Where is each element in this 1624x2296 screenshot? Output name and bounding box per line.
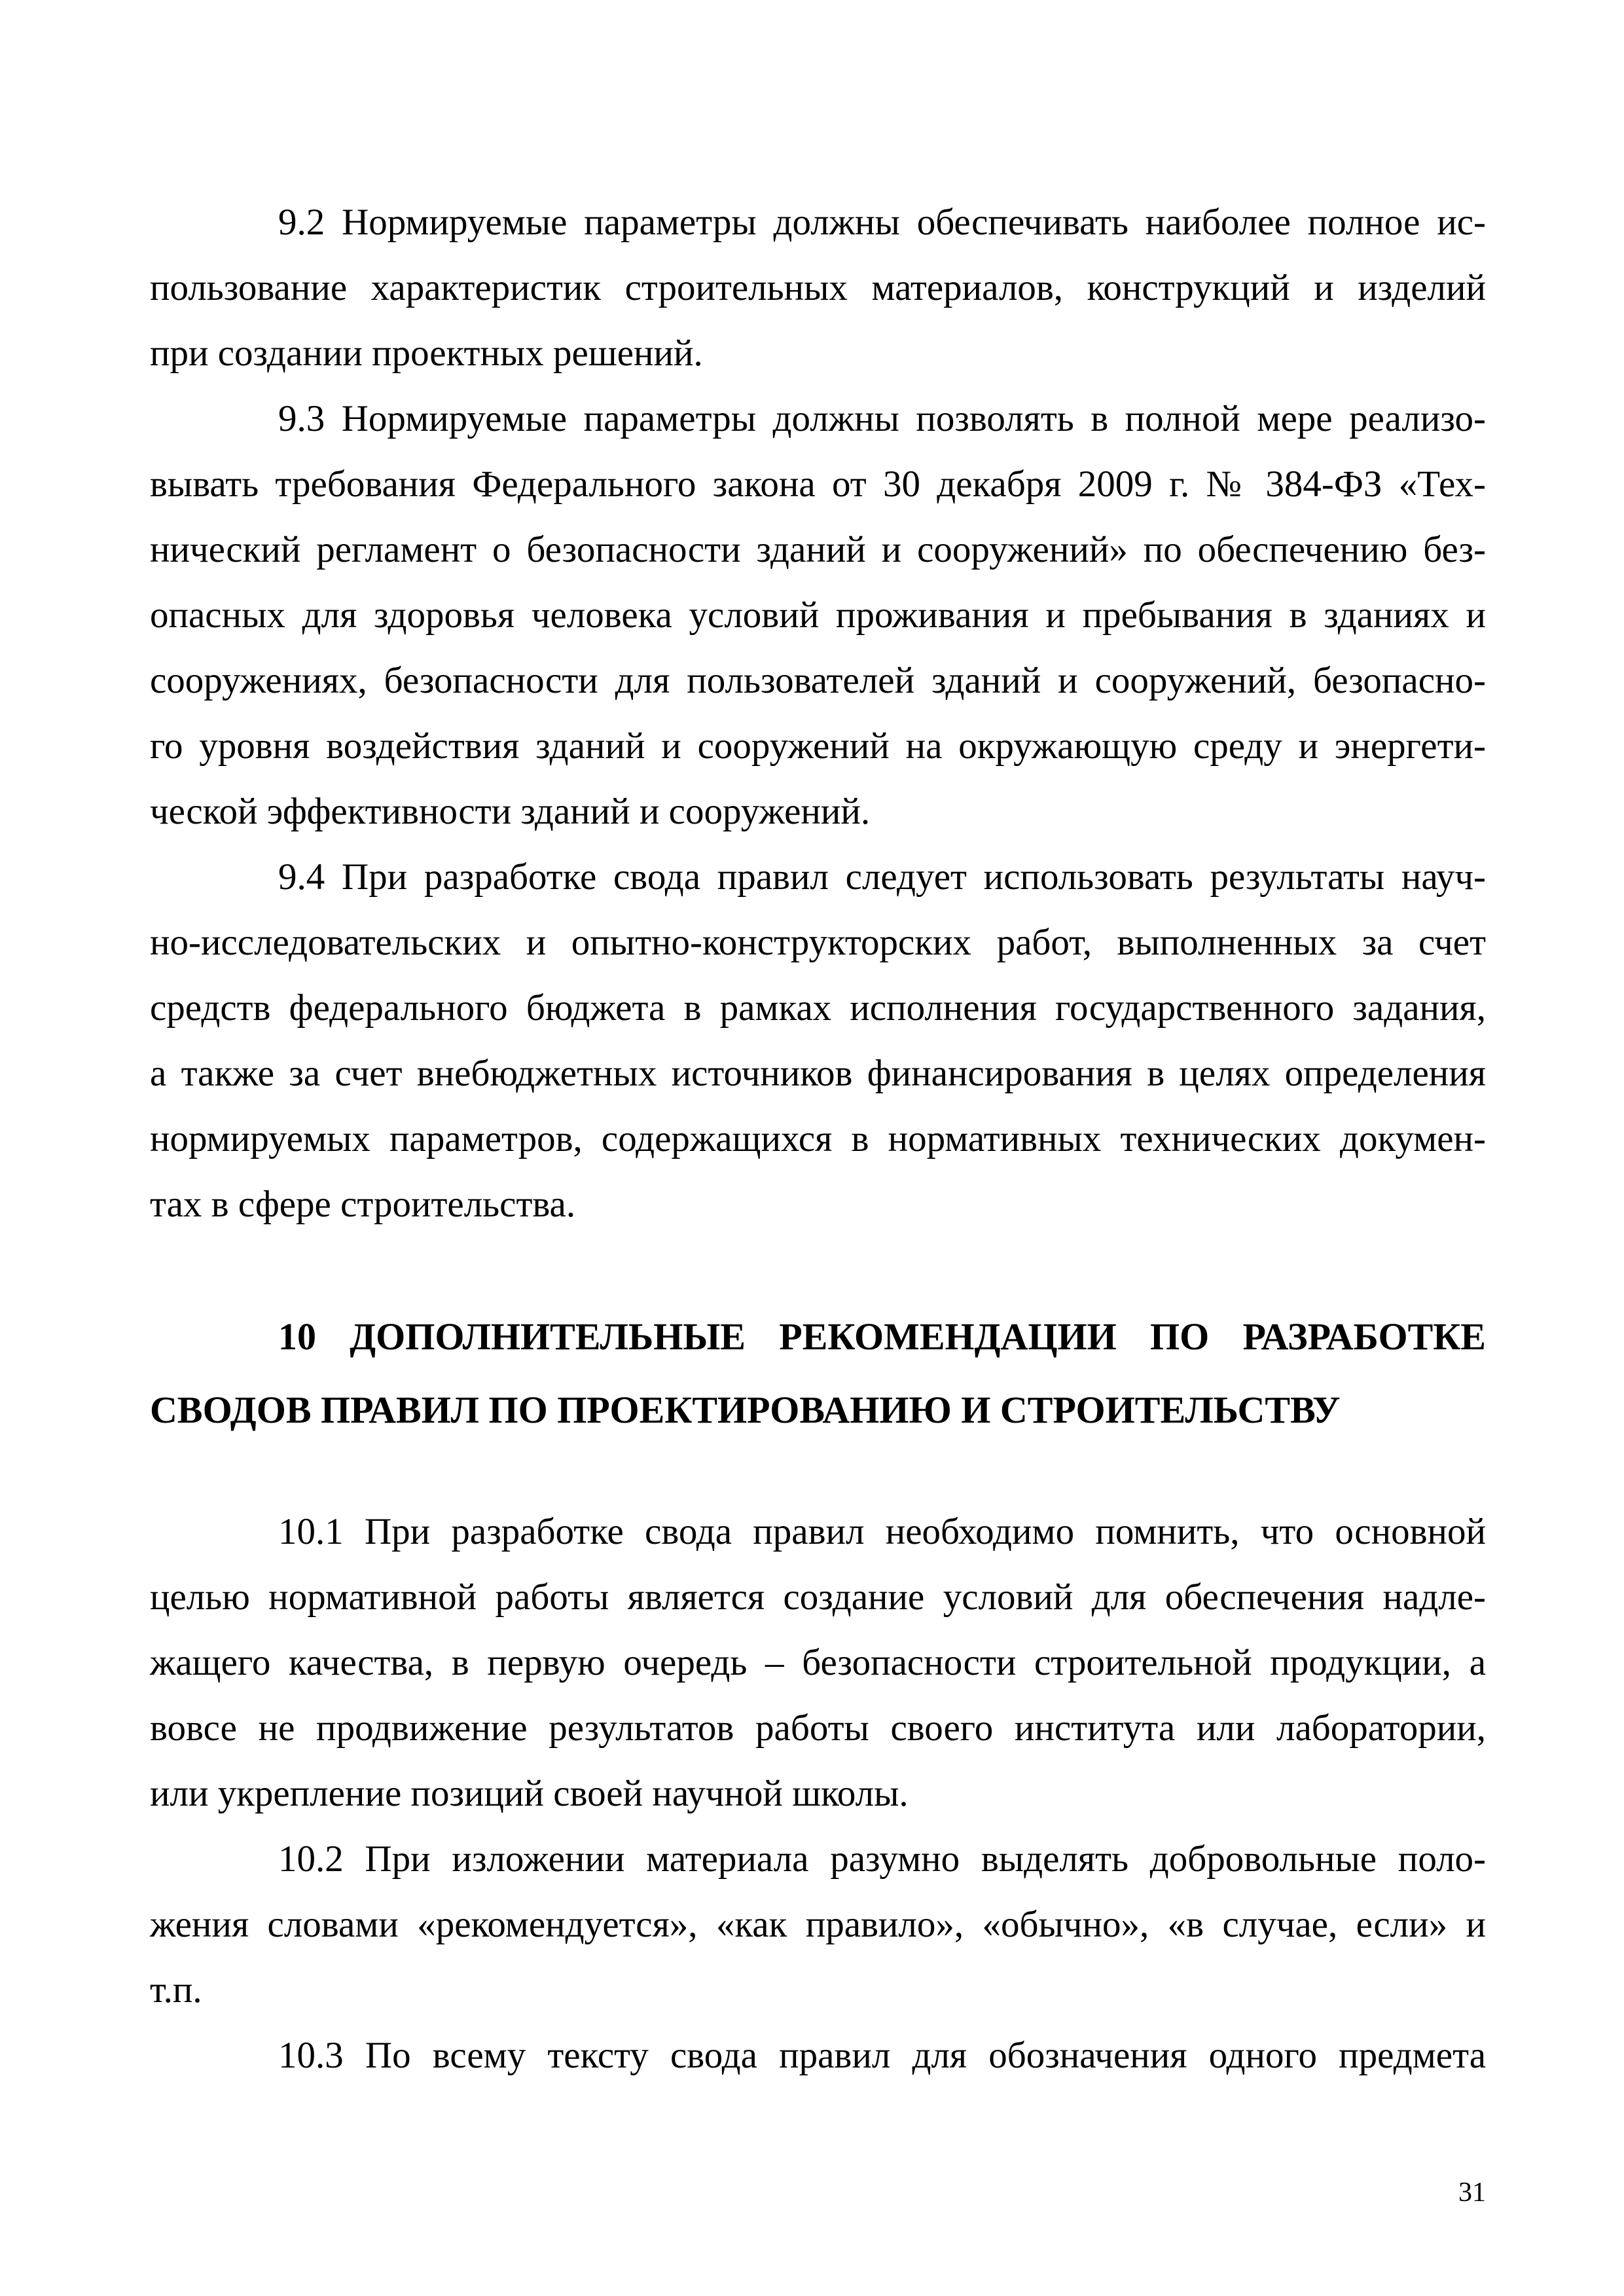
text-line: целью нормативной работы является создание условий для обеспечения надле-	[150, 1576, 1486, 1618]
heading-line: СВОДОВ ПРАВИЛ ПО ПРОЕКТИРОВАНИЮ И СТРОИТЕЛЬСТВУ	[150, 1389, 1341, 1431]
page-number: 31	[1458, 2178, 1486, 2208]
paragraph-10-2	[150, 1827, 1486, 2023]
text-line: или укрепление позиций своей научной школы.	[150, 1773, 909, 1814]
heading-line: 10 ДОПОЛНИТЕЛЬНЫЕ РЕКОМЕНДАЦИИ ПО РАЗРАБОТКЕ	[278, 1315, 1486, 1358]
text-line: вывать требования Федерального закона от 30 декабря 2009 г. № 384-ФЗ «Тех-	[150, 464, 1486, 505]
text-line: т.п.	[150, 1969, 202, 2011]
text-line: го уровня воздействия зданий и сооружений на окружающую среду и энергети-	[150, 725, 1486, 767]
text-line: жения словами «рекомендуется», «как правило», «обычно», «в случае, если» и	[150, 1904, 1486, 1945]
text-line: вовсе не продвижение результатов работы своего института или лаборатории,	[150, 1707, 1486, 1749]
text-line: сооружениях, безопасности для пользователей зданий и сооружений, безопасно-	[150, 660, 1486, 701]
text-line: 9.3 Нормируемые параметры должны позволять в полной мере реализо-	[278, 398, 1486, 439]
text-line: пользование характеристик строительных материалов, конструкций и изделий	[150, 267, 1486, 308]
text-line: нический регламент о безопасности зданий и сооружений» по обеспечению без-	[150, 529, 1486, 570]
paragraph-9-3	[150, 386, 1486, 845]
text-line: а также за счет внебюджетных источников финансирования в целях определения	[150, 1053, 1486, 1094]
text-line: 10.2 При изложении материала разумно выделять добровольные поло-	[278, 1838, 1486, 1880]
text-line: 10.3 По всему тексту свода правил для обозначения одного предмета	[278, 2035, 1486, 2076]
paragraph-9-4	[150, 845, 1486, 1237]
text-line: опасных для здоровья человека условий проживания и пребывания в зданиях и	[150, 594, 1486, 636]
text-line: ческой эффективности зданий и сооружений.	[150, 791, 871, 832]
text-line: при создании проектных решений.	[150, 333, 703, 374]
text-line: 10.1 При разработке свода правил необходимо помнить, что основной	[278, 1511, 1486, 1552]
text-line: но-исследовательских и опытно-конструкторских работ, выполненных за счет	[150, 922, 1486, 963]
paragraph-10-1	[150, 1499, 1486, 1827]
text-line: 9.4 При разработке свода правил следует использовать результаты науч-	[278, 856, 1486, 898]
text-line: нормируемых параметров, содержащихся в нормативных технических докумен-	[150, 1118, 1486, 1159]
text-line: тах в сфере строительства.	[150, 1184, 576, 1225]
text-line: 9.2 Нормируемые параметры должны обеспечивать наиболее полное ис-	[278, 202, 1486, 243]
text-line: жащего качества, в первую очередь – безопасности строительной продукции, а	[150, 1642, 1486, 1683]
paragraph-10-3	[150, 2023, 1486, 2088]
text-line: средств федерального бюджета в рамках исполнения государственного задания,	[150, 987, 1486, 1029]
section-10-heading	[150, 1300, 1486, 1447]
paragraph-9-2	[150, 190, 1486, 386]
